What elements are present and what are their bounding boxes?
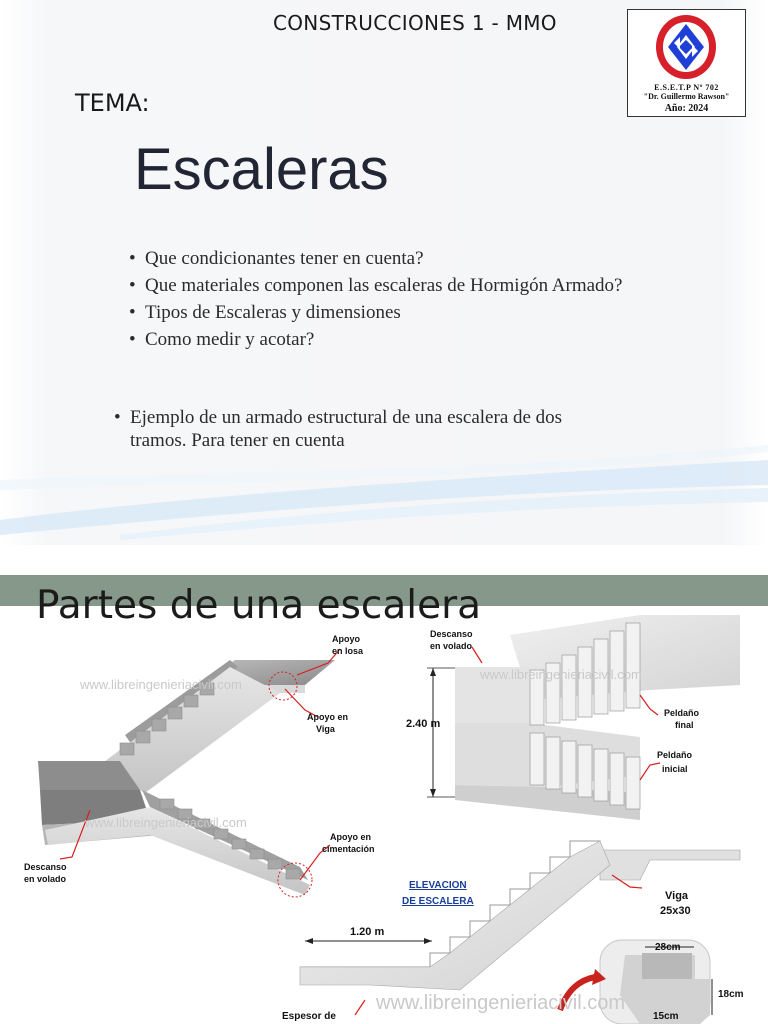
- decorative-swoosh: [0, 440, 768, 545]
- label-huella-2: 15cm: [653, 1011, 679, 1022]
- label-descanso-volado-right: en volado: [430, 641, 473, 651]
- label-descanso-volado: en volado: [24, 874, 67, 884]
- label-espesor: Espesor de: [282, 1011, 336, 1022]
- label-apoyo-viga: Apoyo en: [307, 712, 349, 722]
- label-peldano-inicial: inicial: [662, 764, 688, 774]
- watermark: www.libreingenieriacivil.com: [376, 992, 625, 1014]
- label-altura: 2.40 m: [406, 718, 441, 730]
- watermark: www.libreingenieriacivil.com: [85, 815, 247, 830]
- label-apoyo-viga: Viga: [316, 724, 335, 734]
- watermark: www.libreingenieriacivil.com: [480, 667, 642, 682]
- logo-school-code: E.S.E.T.P Nº 702: [654, 83, 719, 92]
- label-peldano-final: final: [675, 720, 694, 730]
- slide-2-title: Partes de una escalera: [36, 583, 481, 628]
- watermark: www.libreingenieriacivil.com: [80, 677, 242, 692]
- label-elevacion: DE ESCALERA: [402, 896, 474, 907]
- label-viga: Viga: [665, 890, 689, 902]
- bullet-item: • Tipos de Escaleras y dimensiones: [129, 301, 629, 324]
- school-logo: [627, 9, 746, 117]
- bullet-item: • Que materiales componen las escaleras de Hormigón Armado?: [129, 274, 629, 297]
- label-peldano-inicial: Peldaño: [657, 750, 693, 760]
- label-apoyo-cimentacion: Apoyo en: [330, 832, 372, 842]
- school-emblem-icon: [654, 13, 718, 81]
- label-descanso-volado: Descanso: [24, 862, 67, 872]
- label-elevacion: ELEVACION: [409, 880, 467, 891]
- label-peldano-final: Peldaño: [664, 708, 700, 718]
- bullet-item: • Que condicionantes tener en cuenta?: [129, 247, 629, 270]
- label-apoyo-cimentacion: cimentación: [322, 844, 375, 854]
- slide-title: Escaleras: [134, 137, 389, 202]
- stair-diagrams: [0, 575, 768, 1024]
- slide-2: [0, 575, 768, 1024]
- bullet-list: [129, 247, 629, 355]
- label-apoyo-losa: en losa: [332, 646, 364, 656]
- tema-label: TEMA:: [75, 89, 150, 117]
- course-title: CONSTRUCCIONES 1 - MMO: [273, 11, 557, 35]
- bullet-item: • Como medir y acotar?: [129, 328, 629, 351]
- label-apoyo-losa: Apoyo: [332, 634, 360, 644]
- label-descanso-volado-right: Descanso: [430, 629, 473, 639]
- label-huella: 28cm: [655, 942, 681, 953]
- label-viga-size: 25x30: [660, 905, 691, 917]
- logo-school-name: "Dr. Guillermo Rawson": [643, 92, 730, 101]
- bullet-item: • Ejemplo de un armado estructural de una escalera de dos tramos. Para tener en cuenta: [114, 406, 614, 452]
- logo-year: Año: 2024: [664, 103, 709, 114]
- label-largo: 1.20 m: [350, 926, 385, 938]
- label-contrahuella: 18cm: [718, 989, 744, 1000]
